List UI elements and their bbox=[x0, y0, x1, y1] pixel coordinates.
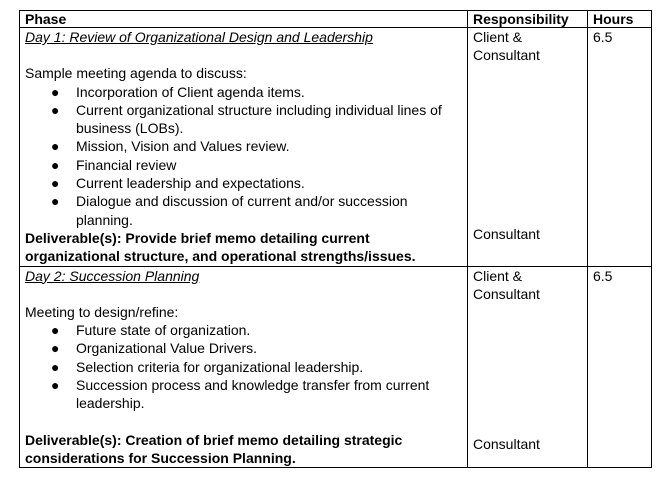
table-row bbox=[20, 266, 652, 468]
list-item: ● Selection criteria for organizational leadership. bbox=[51, 358, 364, 375]
table-row bbox=[20, 28, 652, 267]
hours-header: Hours bbox=[588, 11, 652, 28]
bullet-icon: ● bbox=[51, 358, 60, 375]
bullet-icon: ● bbox=[51, 138, 60, 155]
phase-cell bbox=[20, 266, 468, 468]
responsibility-cell bbox=[468, 28, 588, 267]
responsibility-top: Client & Consultant bbox=[473, 29, 540, 64]
day-title: Day 1: Review of Organizational Design and Leadership bbox=[25, 29, 373, 45]
list-item: ● Financial review bbox=[51, 156, 177, 173]
responsibility-cell bbox=[468, 266, 588, 468]
bullet-icon: ● bbox=[51, 193, 60, 210]
list-item: ● Mission, Vision and Values review. bbox=[51, 138, 290, 155]
bullet-icon: ● bbox=[51, 322, 60, 339]
list-item: ● Organizational Value Drivers. bbox=[51, 340, 258, 357]
day-title: Day 2: Succession Planning bbox=[25, 267, 200, 284]
list-item: ● Succession process and knowledge transfer from current leadership. bbox=[51, 377, 430, 412]
bullet-icon: ● bbox=[51, 156, 60, 173]
agenda-intro: Sample meeting agenda to discuss: bbox=[25, 65, 247, 82]
agenda-list bbox=[25, 321, 467, 412]
header-row bbox=[20, 11, 652, 28]
bullet-icon: ● bbox=[51, 101, 60, 118]
bullet-icon: ● bbox=[51, 175, 60, 192]
phase-table bbox=[19, 10, 652, 468]
deliverable-text: Deliverable(s): Creation of brief memo detailing strategic considerations for Succession Planning. bbox=[25, 431, 403, 466]
phase-cell bbox=[20, 28, 468, 267]
responsibility-top: Client & Consultant bbox=[473, 267, 540, 302]
responsibility-bottom: Consultant bbox=[473, 226, 540, 243]
phase-header: Phase bbox=[20, 11, 468, 28]
responsibility-header: Responsibility bbox=[468, 11, 588, 28]
list-item: ● Current organizational structure including individual lines of business (LOBs). bbox=[51, 101, 442, 137]
list-item: ● Dialogue and discussion of current and/or succession planning. bbox=[51, 193, 408, 228]
list-item: ● Incorporation of Client agenda items. bbox=[51, 83, 305, 100]
responsibility-bottom: Consultant bbox=[473, 435, 540, 452]
agenda-intro: Meeting to design/refine: bbox=[25, 303, 179, 320]
hours-cell: 6.5 bbox=[588, 266, 652, 468]
agenda-list bbox=[25, 83, 467, 229]
deliverable-text: Deliverable(s): Provide brief memo detailing current organizational structure, and operational strengths/issues. bbox=[25, 229, 416, 265]
hours-cell: 6.5 bbox=[588, 28, 652, 267]
list-item: ● Current leadership and expectations. bbox=[51, 175, 305, 192]
bullet-icon: ● bbox=[51, 377, 60, 394]
list-item: ● Future state of organization. bbox=[51, 322, 251, 339]
bullet-icon: ● bbox=[51, 83, 60, 100]
bullet-icon: ● bbox=[51, 340, 60, 357]
